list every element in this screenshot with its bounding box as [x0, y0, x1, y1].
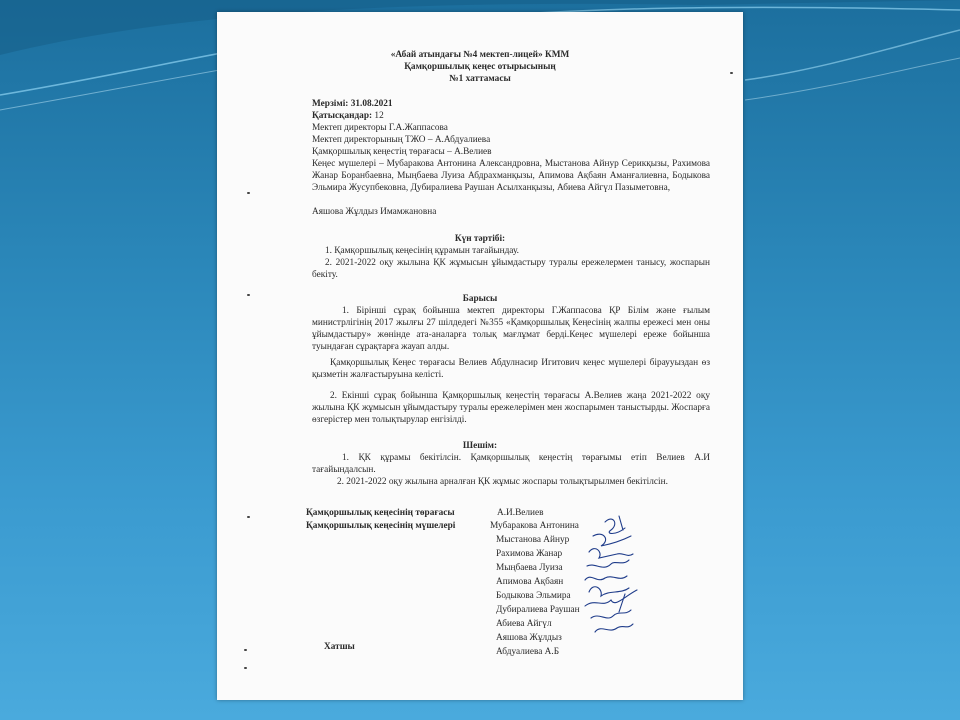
handwritten-signatures	[575, 512, 645, 640]
deputy-line: Мектеп директорының ТЖО – А.Абдуалиева	[312, 135, 491, 145]
agenda-item-1: 1. Қамқоршылық кеңесінің құрамын тағайындау.	[325, 246, 519, 256]
scan-speck	[247, 192, 250, 194]
proceedings-title: Барысы	[462, 294, 498, 304]
participants-label: Қатысқандар:	[312, 111, 373, 121]
header-line-2: Қамқоршылық кеңес отырысының	[404, 62, 556, 72]
signature-name: Абдуалиева А.Б	[496, 647, 560, 657]
signature-name: Рахимова Жанар	[496, 549, 563, 559]
scan-speck	[247, 516, 250, 518]
members-paragraph: Кеңес мүшелері – Мубаракова Антонина Александровна, Мыстанова Айнур Серикқызы, Рахимова Жанар Боранбаевна, Мыңбаева Луиза Абдрахманқызы, Апимова Ақбаян Аманғалиевна, Бодыкова Эльмира Жусупбековна, Дубиралиева Раушан Асылханқызы, Абиева Айгүл Пазыметовна,	[312, 159, 710, 193]
participants-line	[312, 110, 384, 122]
members-signature-label: Қамқоршылық кеңесінің мүшелері	[306, 521, 456, 531]
chair-signature-name: А.И.Велиев	[497, 508, 544, 518]
scan-speck	[247, 294, 250, 296]
chair-signature-label: Қамқоршылық кеңесінің төрағасы	[306, 508, 455, 518]
signature-name: Мубаракова Антонина	[490, 521, 579, 531]
secretary-label: Хатшы	[324, 642, 355, 652]
chair-line: Қамқоршылық кеңестің төрағасы – А.Велиев	[312, 147, 492, 157]
scan-speck	[730, 72, 733, 74]
proceedings-paragraph-3: 2. Екінші сұрақ бойынша Қамқоршылық кеңестің төрағасы А.Велиев жаңа 2021-2022 оқу жылына ҚК жұмысын ұйымдастыру туралы ережелерімен мен жоспарымен таныстырды. Жоспарға өзгерістер мен толықтырулар енгізілді.	[312, 391, 710, 425]
agenda-title: Күн тәртібі:	[454, 234, 506, 244]
signature-name: Мыңбаева Луиза	[496, 563, 563, 573]
agenda-item-2: 2. 2021-2022 оқу жылына ҚК жұмысын ұйымдастыру туралы ережелермен танысу, жоспарын бекіту.	[312, 258, 710, 280]
signature-name: Мыстанова Айнур	[496, 535, 570, 545]
decision-title: Шешім:	[462, 441, 498, 451]
signature-name: Апимова Ақбаян	[496, 577, 564, 587]
signature-name: Аяшова Жұлдыз	[496, 633, 562, 643]
last-member-line: Аяшова Жұлдыз Имамжановна	[312, 207, 437, 217]
scan-speck	[244, 649, 247, 651]
document-page	[217, 12, 743, 700]
meeting-date: Мерзімі: 31.08.2021	[312, 99, 393, 109]
proceedings-paragraph-1: 1. Бірінші сұрақ бойынша мектеп директоры Г.Жаппасова ҚР Білім және ғылым министрлігінің 2017 жылғы 27 шілдедегі №355 «Қамқоршылық Кеңесінің жалпы ережесі мен оны ұйымдастыру» жөнінде ата-аналарға толық мағлұмат берді.Кеңес мүшелері ереже бойынша туындаған сұрақтарға жауап алды.	[312, 306, 710, 352]
signature-name: Бодыкова Эльмира	[496, 591, 571, 601]
signature-name: Абиева Айгүл	[496, 619, 552, 629]
header-line-1: «Абай атындағы №4 мектеп-лицей» КММ	[390, 50, 570, 60]
header-line-3: №1 хаттамасы	[449, 74, 511, 84]
decision-item-2: 2. 2021-2022 оқу жылына арналған ҚК жұмыс жоспары толықтырылмен бекітілсін.	[337, 477, 668, 487]
scan-speck	[244, 667, 247, 669]
signature-name: Дубиралиева Раушан	[496, 605, 580, 615]
decision-item-1: 1. ҚК құрамы бекітілсін. Қамқоршылық кеңестің төрағымы етіп Велиев А.И тағайындалсын.	[312, 453, 710, 475]
participants-count: 12	[374, 111, 384, 121]
director-line: Мектеп директоры Г.А.Жаппасова	[312, 123, 448, 133]
proceedings-paragraph-2: Қамқоршылық Кеңес төрағасы Велиев Абдулнасир Игитович кеңес мүшелері біраууыздан өз қызметін жалғастыруына келісті.	[312, 358, 710, 380]
